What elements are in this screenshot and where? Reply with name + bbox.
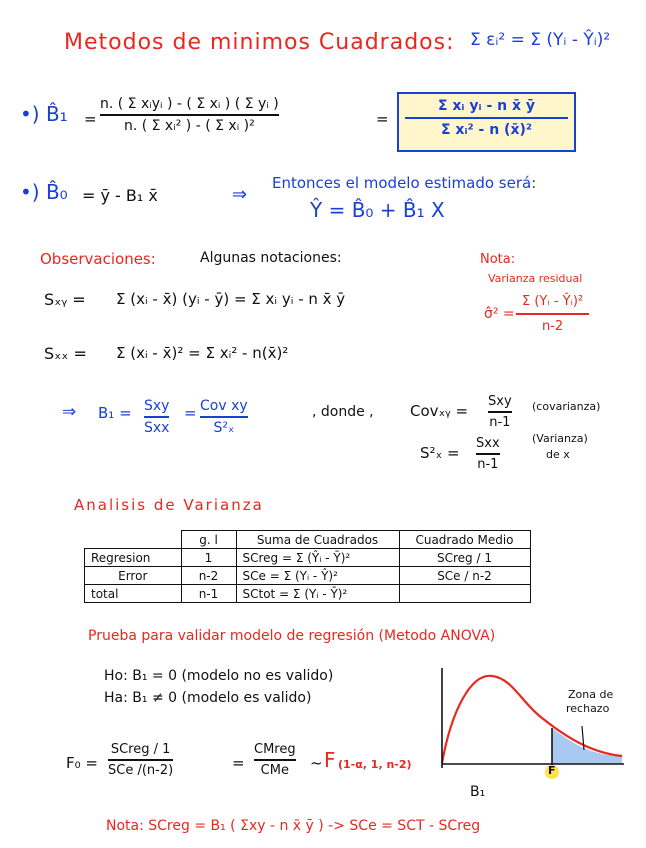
cm-bar xyxy=(254,759,296,761)
b1-box-numerator: Σ xᵢ yᵢ - n x̄ ȳ xyxy=(437,98,536,114)
s2-note-2: de x xyxy=(546,448,570,461)
b1-eq: = xyxy=(84,110,97,128)
b1-fraction-bar xyxy=(100,114,279,116)
axis-label: B₁ xyxy=(470,784,486,800)
anova-table xyxy=(84,530,531,603)
f0-fraction xyxy=(108,742,173,778)
bottom-note: Nota: SCreg = B₁ ( Σxy - n x̄ ȳ ) -> SCe = SCT - SCreg xyxy=(106,818,481,834)
b0-formula: = ȳ - B₁ x̄ xyxy=(82,186,158,205)
ha-text: Ha: B₁ ≠ 0 (modelo es valido) xyxy=(104,690,312,706)
sxx-formula: Σ (xᵢ - x̄)² = Σ xᵢ² - n(x̄)² xyxy=(116,344,289,362)
s2-bar xyxy=(476,453,500,455)
cov-label: Covₓᵧ = xyxy=(410,402,469,420)
f0-den: SCe /(n-2) xyxy=(108,762,174,778)
anova-cell: Regresion xyxy=(85,549,182,567)
cov-num: Sxy xyxy=(488,394,512,409)
zona-label-1: Zona de xyxy=(568,688,614,701)
cov-den: n-1 xyxy=(489,414,511,430)
sigma-label: σ̂² = xyxy=(484,306,515,322)
cm-den: CMe xyxy=(260,762,289,778)
anova-header-cell: Cuadrado Medio xyxy=(399,531,530,549)
observaciones-heading: Observaciones: xyxy=(40,250,156,268)
frac1-den: Sxx xyxy=(144,419,170,436)
anova-cell: n-2 xyxy=(181,567,236,585)
b1-box-denominator: Σ xᵢ² - n (x̄)² xyxy=(440,121,533,138)
nota-subheading: Varianza residual xyxy=(488,272,583,285)
sxy-label: Sₓᵧ = xyxy=(44,290,86,309)
anova-heading: Analisis de Varianza xyxy=(74,496,264,514)
cov-over-s2 xyxy=(200,398,248,436)
nota-heading: Nota: xyxy=(480,252,516,267)
sigma-denominator: n-2 xyxy=(541,318,564,334)
cov-fraction xyxy=(488,394,512,430)
zona-label-2: rechazo xyxy=(566,702,610,715)
page-title: Metodos de minimos Cuadrados: xyxy=(64,30,455,55)
title-formula: Σ εᵢ² = Σ (Yᵢ - Ŷᵢ)² xyxy=(470,30,611,50)
b1-relation-eq: = xyxy=(184,404,197,422)
b1-relation-label: B₁ = xyxy=(98,404,132,422)
observaciones-subheading: Algunas notaciones: xyxy=(200,250,342,266)
anova-cell: SCe / n-2 xyxy=(399,567,530,585)
zona-pointer xyxy=(582,726,584,750)
b1-box-fraction xyxy=(399,98,574,138)
anova-header-row xyxy=(85,531,531,549)
s2-note-1: (Varianza) xyxy=(532,432,588,445)
anova-cell: 1 xyxy=(181,549,236,567)
anova-cell xyxy=(399,585,530,603)
estimated-model: Ŷ = B̂₀ + B̂₁ X xyxy=(310,198,445,222)
tilde: ~ xyxy=(310,754,323,772)
frac1-bar xyxy=(144,416,169,418)
b1-relation-arrow: ⇒ xyxy=(62,402,77,422)
donde-text: , donde , xyxy=(312,404,374,420)
then-text: Entonces el modelo estimado será: xyxy=(272,174,537,192)
b1-box-bar xyxy=(405,117,568,119)
b1-result-box xyxy=(397,92,576,152)
b1-numerator: n. ( Σ xᵢyᵢ ) - ( Σ xᵢ ) ( Σ yᵢ ) xyxy=(100,96,279,112)
s2-fraction xyxy=(476,436,500,472)
frac2-num: Cov xy xyxy=(200,398,248,414)
anova-header-cell: Suma de Cuadrados xyxy=(236,531,399,549)
f0-eq: = xyxy=(232,754,245,772)
table-row xyxy=(85,585,531,603)
h0-text: Ho: B₁ = 0 (modelo no es valido) xyxy=(104,668,334,684)
f-dist-sub: (1-α, 1, n-2) xyxy=(338,758,412,771)
b1-label: •) B̂₁ xyxy=(20,102,68,126)
sigma-fraction xyxy=(522,294,583,334)
s2-label: S²ₓ = xyxy=(420,444,460,462)
cov-note: (covarianza) xyxy=(532,400,601,413)
b1-eq2: = xyxy=(376,110,389,128)
b0-arrow: ⇒ xyxy=(232,184,248,205)
anova-cell: SCreg = Σ (Ŷᵢ - Ȳ)² xyxy=(236,549,399,567)
s2-den: n-1 xyxy=(477,456,499,472)
prueba-heading: Prueba para validar modelo de regresión (Metodo ANOVA) xyxy=(88,628,496,644)
sxx-label: Sₓₓ = xyxy=(44,344,87,363)
anova-cell: SCe = Σ (Yᵢ - Ŷ)² xyxy=(236,567,399,585)
b0-label: •) B̂₀ xyxy=(20,180,68,204)
anova-cell: n-1 xyxy=(181,585,236,603)
f0-num: SCreg / 1 xyxy=(110,742,171,757)
sigma-numerator: Σ (Yᵢ - Ŷᵢ)² xyxy=(522,294,584,309)
frac1-num: Sxy xyxy=(144,398,170,414)
anova-header-cell: g. l xyxy=(181,531,236,549)
table-row xyxy=(85,567,531,585)
sigma-bar xyxy=(516,313,589,315)
f-marker-label: F xyxy=(548,764,556,777)
b1-denominator: n. ( Σ xᵢ² ) - ( Σ xᵢ )² xyxy=(123,117,255,134)
cm-fraction xyxy=(254,742,296,778)
s2-num: Sxx xyxy=(476,436,500,451)
anova-cell: SCtot = Σ (Yᵢ - Ȳ)² xyxy=(236,585,399,603)
anova-header-cell xyxy=(85,531,182,549)
anova-cell: total xyxy=(85,585,182,603)
sxy-formula: Σ (xᵢ - x̄) (yᵢ - ȳ) = Σ xᵢ yᵢ - n x̄ ȳ xyxy=(116,290,346,308)
frac2-bar xyxy=(200,416,248,418)
cm-num: CMreg xyxy=(254,742,296,757)
frac2-den: S²ₓ xyxy=(213,419,235,436)
anova-cell: Error xyxy=(85,567,182,585)
sxy-over-sxx xyxy=(144,398,169,436)
cov-bar xyxy=(488,411,512,413)
b1-fraction xyxy=(100,96,279,134)
f0-label: F₀ = xyxy=(66,754,98,772)
f0-bar xyxy=(108,759,173,761)
table-row xyxy=(85,549,531,567)
f-dist: F xyxy=(324,748,336,772)
anova-cell: SCreg / 1 xyxy=(399,549,530,567)
